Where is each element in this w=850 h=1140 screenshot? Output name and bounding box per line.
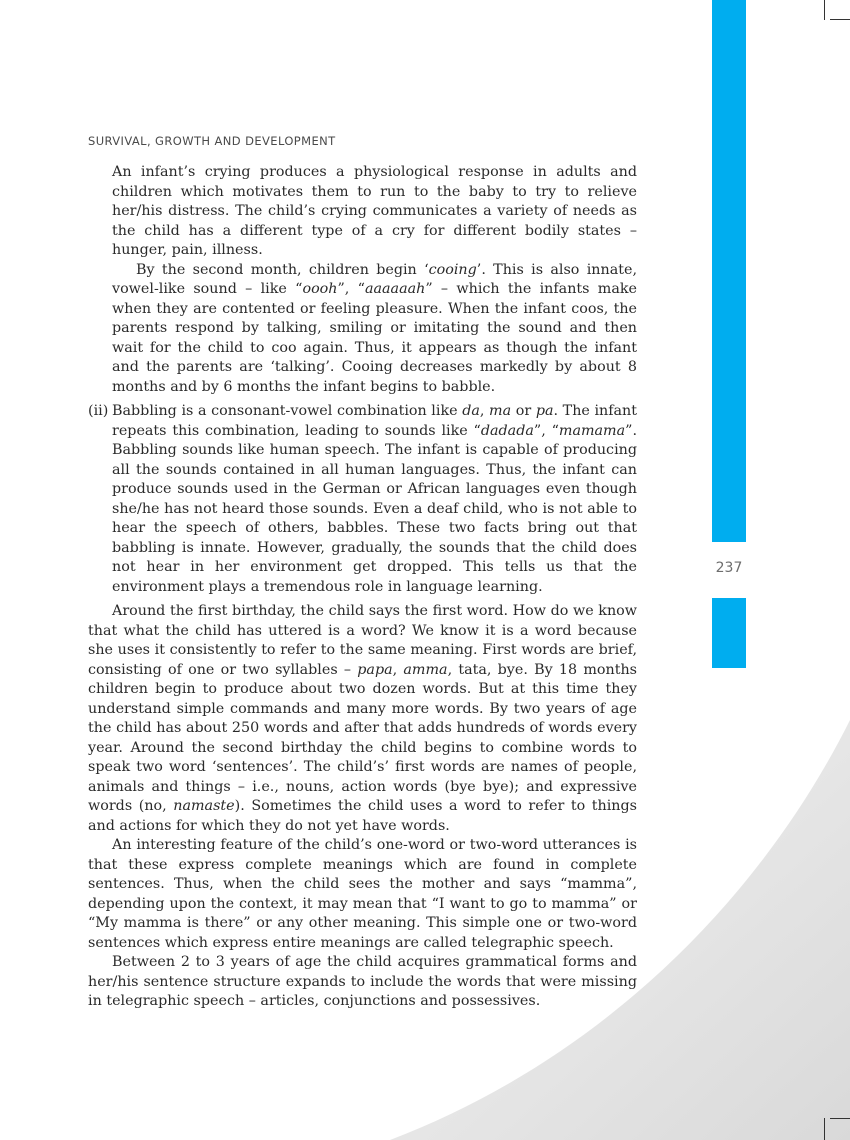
crop-mark-top-horizontal xyxy=(830,19,850,20)
crop-mark-bottom-horizontal xyxy=(830,1118,850,1119)
list-item-number: (ii) xyxy=(88,403,109,419)
body-text xyxy=(88,163,637,1012)
paragraph-grammar: Between 2 to 3 years of age the child acquires grammatical forms and her/his sentence structure expands to include the words that were missing in telegraphic speech – articles, conjunctions and possessives. xyxy=(88,954,637,1009)
crop-mark-bottom-vertical xyxy=(824,1118,825,1140)
crop-mark-top-vertical xyxy=(824,0,825,20)
paragraph-telegraphic-speech: An interesting feature of the child’s one-word or two-word utterances is that these express complete meanings which are found in complete sentences. Thus, when the child sees the mother and says “mamma”, depending upon the context, it may mean that “I want to go to mamma” or “My mamma is there” or any other meaning. This simple one or two-word sentences which express entire meanings are called telegraphic speech. xyxy=(88,837,637,951)
paragraph-first-words: Around the first birthday, the child says the first word. How do we know that what the child has uttered is a word? We know it is a word because she uses it consistently to refer to the same meaning. First words are brief, consisting of one or two syllables – papa, amma, tata, bye. By 18 months children begin to produce about two dozen words. But at this time they understand simple commands and many more words. By two years of age the child has about 250 words and after that adds hundreds of words every year. Around the second birthday the child begins to combine words to speak two word ‘sentences’. The child’s’ first words are names of people, animals and things – i.e., nouns, action words (bye bye); and expressive words (no, namaste). Sometimes the child uses a word to refer to things and actions for which they do not yet have words. xyxy=(88,603,638,834)
paragraph-crying: An infant’s crying produces a physiological response in adults and children which motivates them to run to the baby to try to relieve her/his distress. The child’s crying communicates a variety of needs as the child has a different type of a cry for different bodily states – hunger, pain, illness. xyxy=(112,164,637,258)
page-number: 237 xyxy=(715,560,743,576)
paragraph-cooing: By the second month, children begin ‘cooing’. This is also innate, vowel-like sound – like “oooh”, “aaaaaah” – which the infants make when they are contented or feeling pleasure. When the infant coos, the parents respond by talking, smiling or imitating the sound and then wait for the child to coo again. Thus, it appears as though the infant and the parents are ‘talking’. Cooing decreases markedly by about 8 months and by 6 months the infant begins to babble. xyxy=(112,261,637,395)
accent-bar-top xyxy=(712,0,746,542)
accent-bar-bottom xyxy=(712,598,746,668)
running-head: SURVIVAL, GROWTH AND DEVELOPMENT xyxy=(88,134,336,148)
list-item-babbling: (ii) Babbling is a consonant-vowel combination like da, ma or pa. The infant repeats this combination, leading to sounds like “dadada”, “mamama”. Babbling sounds like human speech. The infant is capable of producing all the sounds contained in all human languages. Thus, the infant can produce sounds used in the German or African languages even though she/he has not heard those sounds. Even a deaf child, who is not able to hear the speech of others, babbles. These two facts bring out that babbling is innate. However, gradually, the sounds that the child does not hear in her environment get dropped. This tells us that the environment plays a tremendous role in language learning. xyxy=(88,403,638,595)
